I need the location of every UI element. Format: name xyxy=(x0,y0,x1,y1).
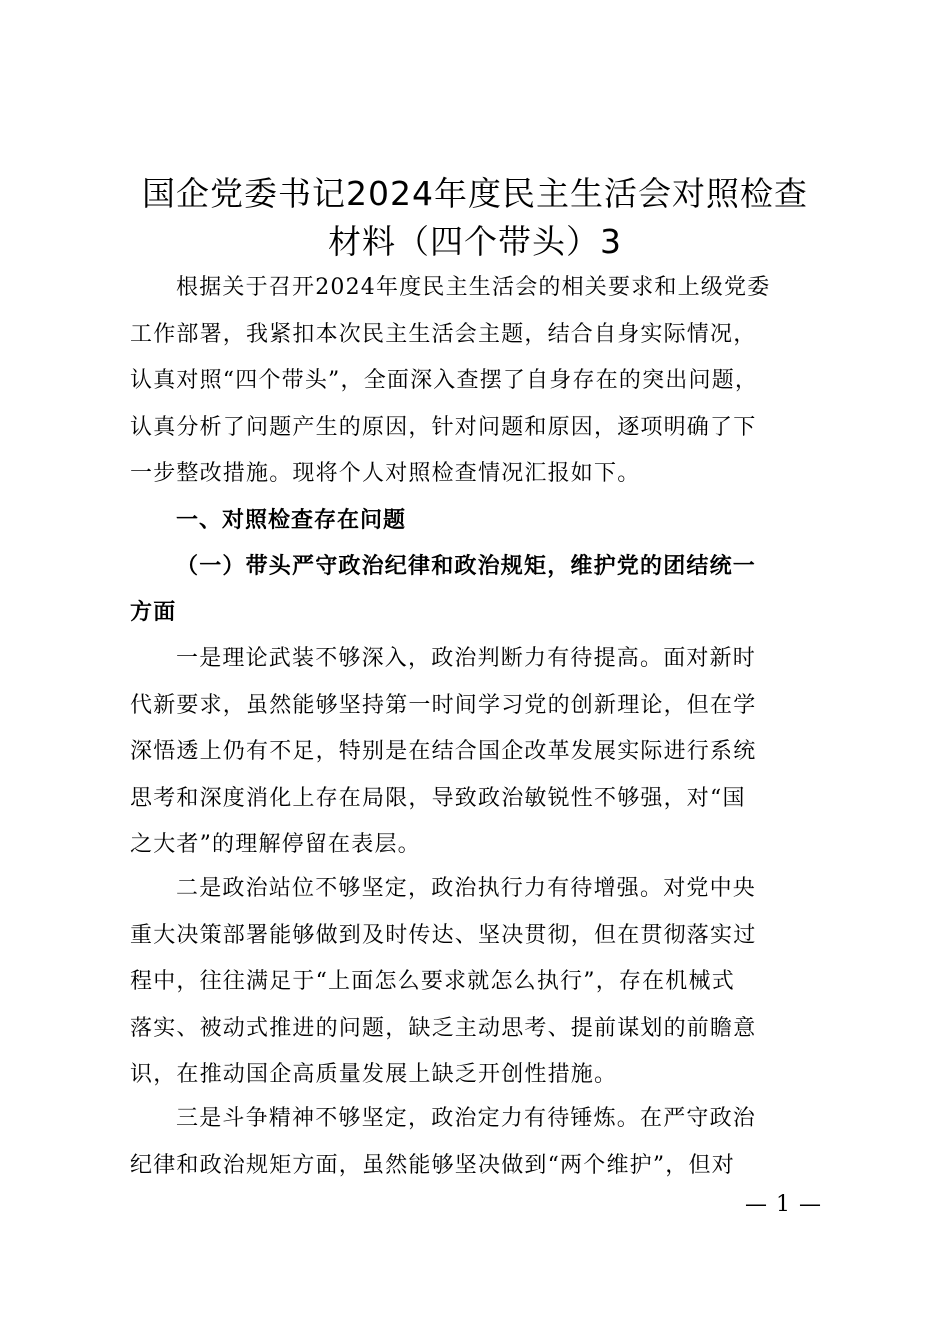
heading-line: （一）带头严守政治纪律和政治规矩，维护党的团结统一 xyxy=(176,553,757,579)
document-title-line-1: 国企党委书记2024年度民主生活会对照检查 xyxy=(142,174,808,213)
paragraph-line: 认真对照“四个带头”，全面深入查摆了自身存在的突出问题， xyxy=(130,368,759,394)
section-heading-1: 一、对照检查存在问题 xyxy=(176,508,407,533)
paragraph-line: 纪律和政治规矩方面，虽然能够坚决做到“两个维护”，但对 xyxy=(130,1152,735,1178)
paragraph-line: 代新要求，虽然能够坚持第一时间学习党的创新理论，但在学 xyxy=(130,692,757,718)
paragraph-line: 一步整改措施。现将个人对照检查情况汇报如下。 xyxy=(130,461,641,487)
paragraph-line: 根据关于召开2024年度民主生活会的相关要求和上级党委 xyxy=(176,275,771,300)
paragraph-line: 二是政治站位不够坚定，政治执行力有待增强。对党中央 xyxy=(176,876,757,901)
intro-paragraph xyxy=(130,265,820,498)
paragraph-3 xyxy=(130,1096,820,1189)
paragraph-line: 三是斗争精神不够坚定，政治定力有待锤炼。在严守政治 xyxy=(176,1106,757,1131)
heading-line: 方面 xyxy=(130,599,177,625)
document-title-line-2: 材料（四个带头）3 xyxy=(328,222,622,261)
paragraph-line: 重大决策部署能够做到及时传达、坚决贯彻，但在贯彻落实过 xyxy=(130,922,757,948)
paragraph-line: 识，在推动国企高质量发展上缺乏开创性措施。 xyxy=(130,1062,618,1088)
paragraph-line: 思考和深度消化上存在局限，导致政治敏锐性不够强，对“国 xyxy=(130,785,746,811)
paragraph-line: 落实、被动式推进的问题，缺乏主动思考、提前谋划的前瞻意 xyxy=(130,1015,757,1041)
paragraph-line: 程中，往往满足于“上面怎么要求就怎么执行”，存在机械式 xyxy=(130,969,735,995)
paragraph-line: 认真分析了问题产生的原因，针对问题和原因，逐项明确了下 xyxy=(130,414,757,440)
paragraph-line: 一是理论武装不够深入，政治判断力有待提高。面对新时 xyxy=(176,646,757,671)
paragraph-line: 之大者”的理解停留在表层。 xyxy=(130,832,421,858)
paragraph-1 xyxy=(130,636,820,869)
paragraph-2 xyxy=(130,866,820,1099)
page-number: — 1 — xyxy=(745,1192,822,1217)
paragraph-line: 工作部署，我紧扣本次民主生活会主题，结合自身实际情况， xyxy=(130,321,757,347)
paragraph-line: 深悟透上仍有不足，特别是在结合国企改革发展实际进行系统 xyxy=(130,739,757,765)
subsection-heading-1 xyxy=(130,543,820,635)
